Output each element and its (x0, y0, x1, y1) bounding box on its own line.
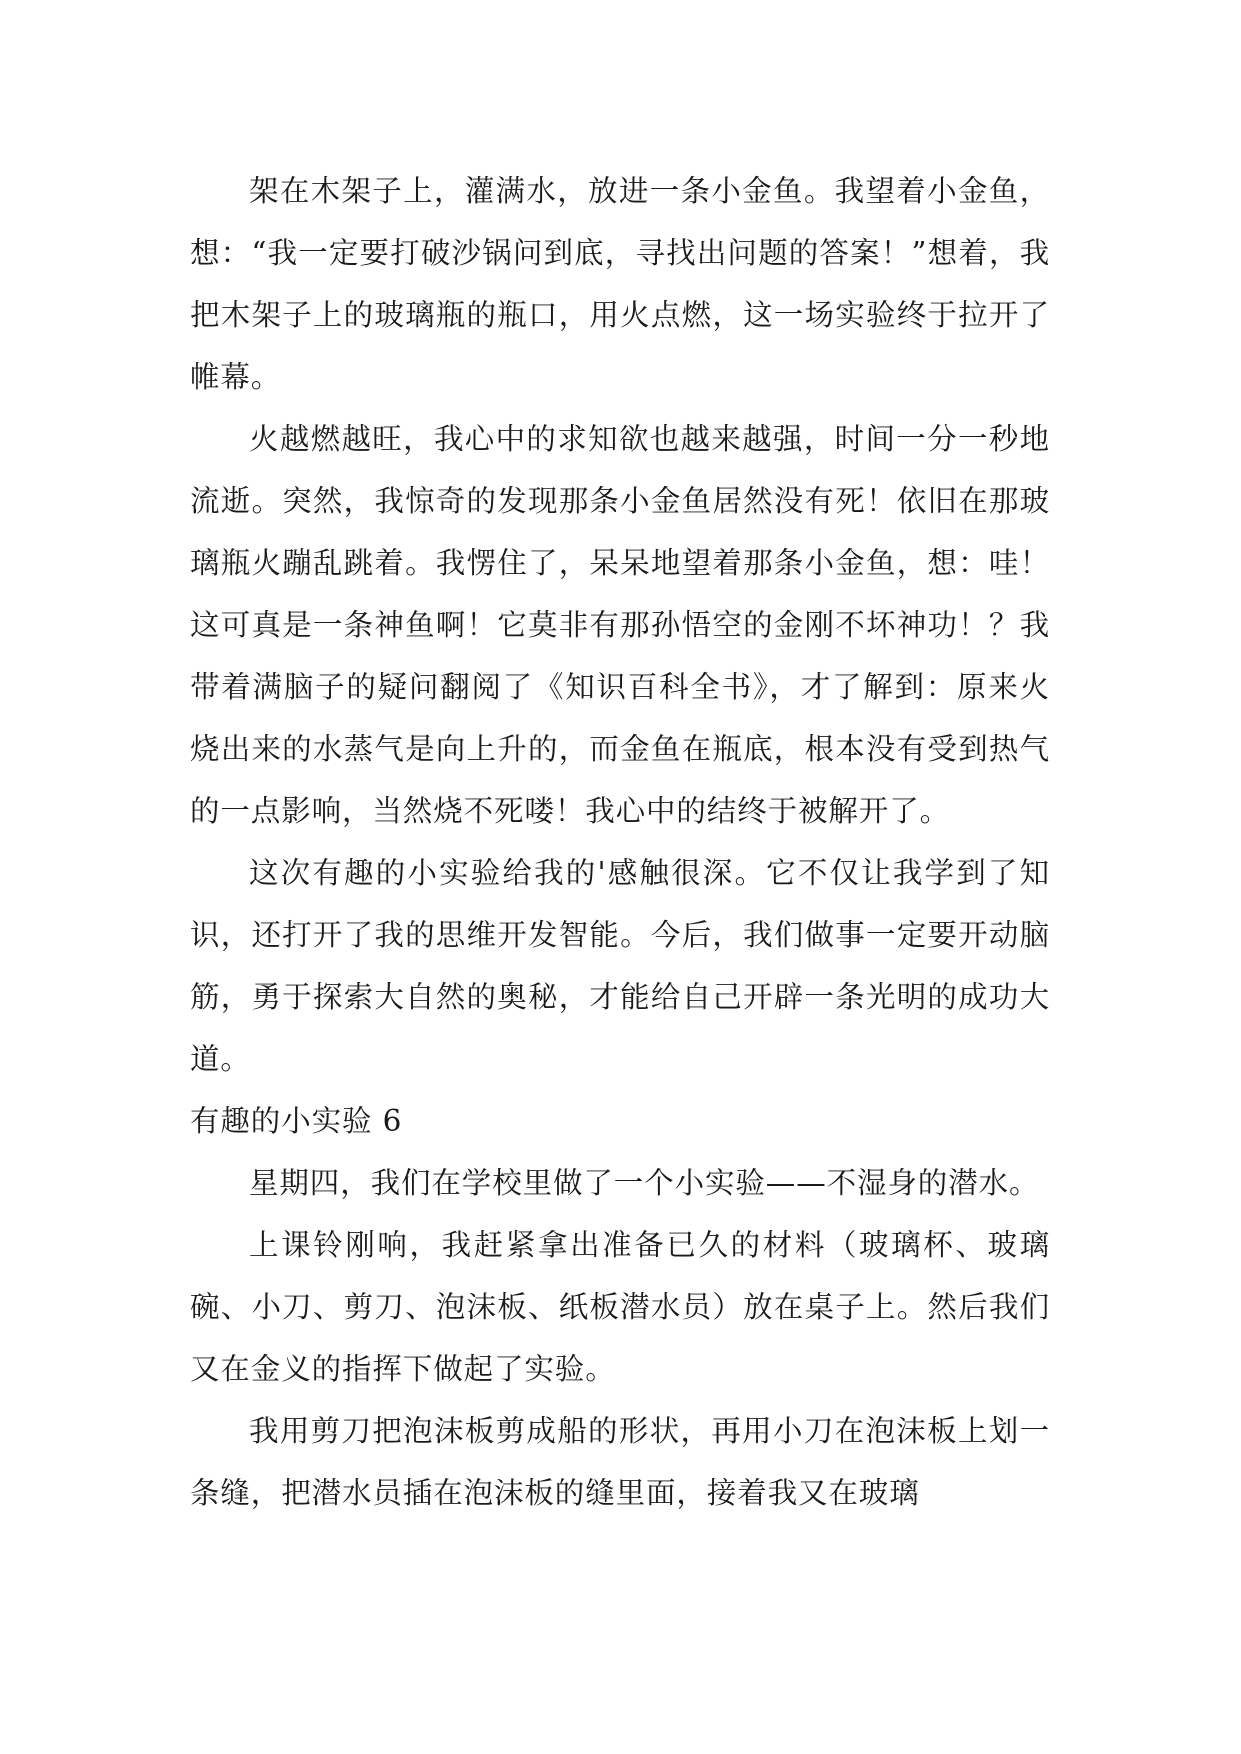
paragraph-fish-experiment-start: 架在木架子上，灌满水，放进一条小金鱼。我望着小金鱼，想：“我一定要打破沙锅问到底，寻找出问题的答案！”想着，我把木架子上的玻璃瓶的瓶口，用火点燃，这一场实验终于拉开了帷幕。 (190, 174, 1050, 394)
paragraph-fish-experiment-result: 火越燃越旺，我心中的求知欲也越来越强，时间一分一秒地流逝。突然，我惊奇的发现那条小金鱼居然没有死！依旧在那玻璃瓶火蹦乱跳着。我愣住了，呆呆地望着那条小金鱼，想：哇！这可真是一条神鱼啊！它莫非有那孙悟空的金刚不坏神功！？我带着满脑子的疑问翻阅了《知识百科全书》，才了解到：原来火烧出来的水蒸气是向上升的，而金鱼在瓶底，根本没有受到热气的一点影响，当然烧不死喽！我心中的结终于被解开了。 (190, 422, 1050, 828)
paragraph-conclusion: 这次有趣的小实验给我的'感触很深。它不仅让我学到了知识，还打开了我的思维开发智能。今后，我们做事一定要开动脑筋，勇于探索大自然的奥秘，才能给自己开辟一条光明的成功大道。 (190, 856, 1050, 1076)
paragraph-procedure: 我用剪刀把泡沫板剪成船的形状，再用小刀在泡沫板上划一条缝，把潜水员插在泡沫板的缝里面，接着我又在玻璃 (190, 1414, 1050, 1510)
paragraph-diving-intro: 星期四，我们在学校里做了一个小实验——不湿身的潜水。 (249, 1166, 1040, 1200)
paragraph-materials: 上课铃刚响，我赶紧拿出准备已久的材料（玻璃杯、玻璃碗、小刀、剪刀、泡沫板、纸板潜水员）放在桌子上。然后我们又在金义的指挥下做起了实验。 (190, 1228, 1050, 1386)
section-title: 有趣的小实验 6 (190, 1104, 403, 1138)
document-body (190, 160, 1050, 1524)
